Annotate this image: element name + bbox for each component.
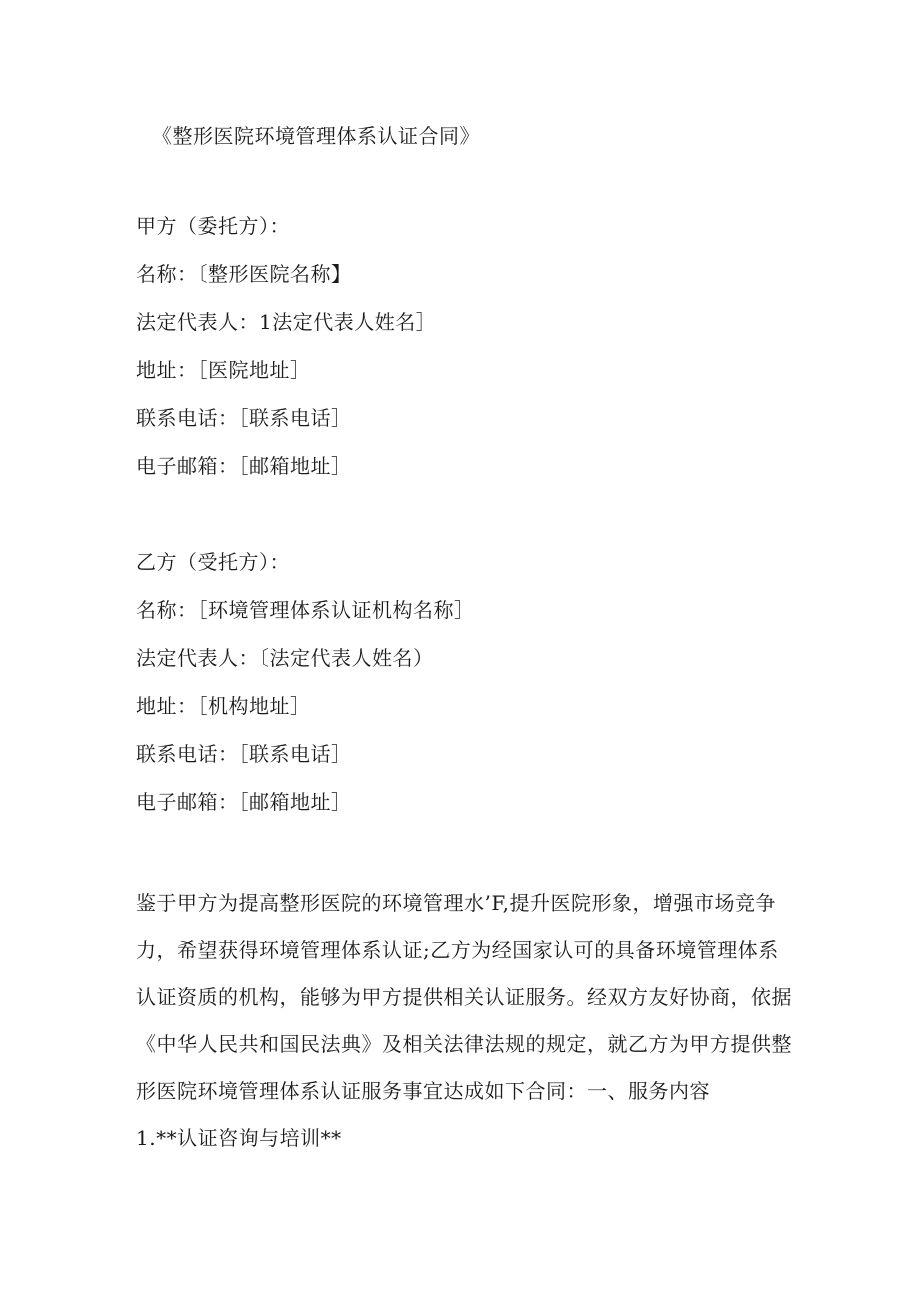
section-heading: 1.**认证咨询与培训** [136, 1126, 342, 1150]
party-a-representative: 法定代表人：1法定代表人姓名］ [136, 310, 437, 334]
party-b-heading: 乙方（受托方）： [136, 550, 290, 574]
paragraph-line: 《中华人民共和国民法典》及相关法律法规的规定，就乙方为甲方提供整 [136, 1032, 792, 1056]
paragraph-line: 鉴于甲方为提高整形医院的环境管理水’F,提升医院形象，增强市场竞争 [136, 891, 776, 915]
party-b-email: 电子邮箱：［邮箱地址］ [136, 790, 352, 814]
party-a-email: 电子邮箱：［邮箱地址］ [136, 454, 352, 478]
paragraph-line: 认证资质的机构，能够为甲方提供相关认证服务。经双方友好协商，依据 [136, 985, 792, 1009]
party-a-address: 地址：［医院地址］ [136, 358, 311, 382]
party-b-representative: 法定代表人：〔法定代表人姓名） [136, 646, 434, 670]
party-a-phone: 联系电话：［联系电话］ [136, 406, 352, 430]
party-b-phone: 联系电话：［联系电话］ [136, 742, 352, 766]
paragraph-line: 形医院环境管理体系认证服务事宜达成如下合同：一、服务内容 [136, 1079, 710, 1103]
preamble-paragraph [136, 880, 792, 1162]
party-b-name: 名称：［环境管理体系认证机构名称］ [136, 598, 475, 622]
paragraph-line: 力，希望获得环境管理体系认证;乙方为经国家认可的具备环境管理体系 [136, 938, 779, 962]
contract-title: 《整形医院环境管理体系认证合同》 [152, 124, 480, 148]
party-b-address: 地址：［机构地址］ [136, 694, 311, 718]
party-a-heading: 甲方（委托方）： [136, 214, 290, 238]
party-a-name: 名称：〔整形医院名称】 [136, 262, 352, 286]
